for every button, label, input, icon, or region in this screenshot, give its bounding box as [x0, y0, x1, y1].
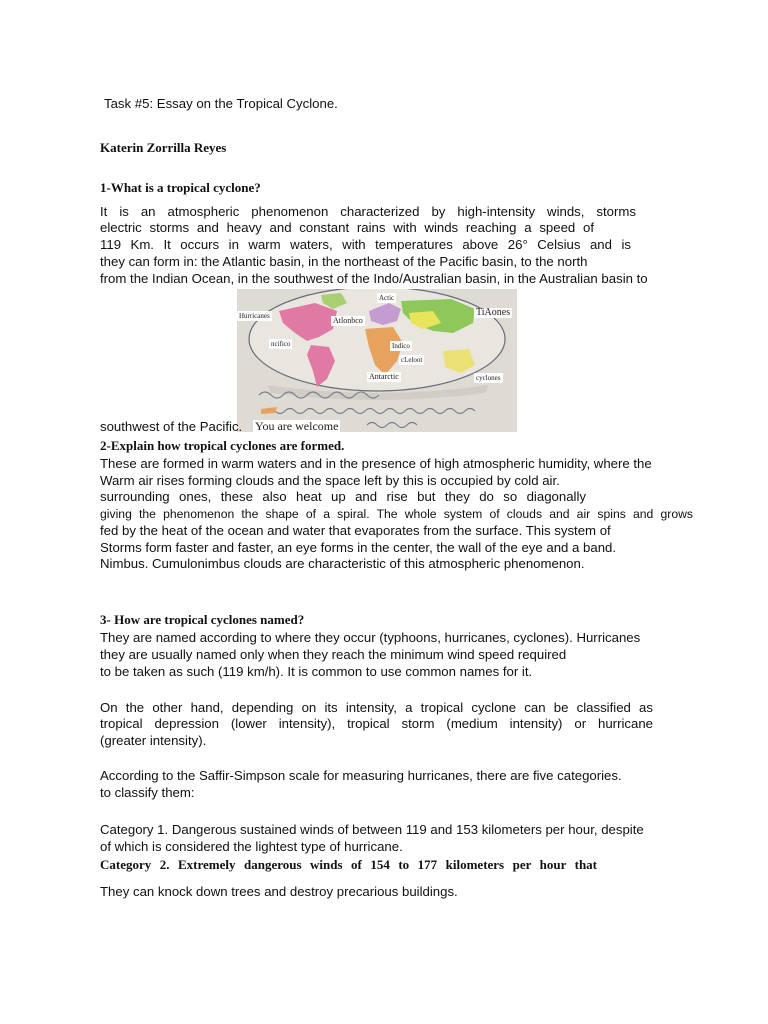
document-title: Task #5: Essay on the Tropical Cyclone. — [104, 96, 338, 111]
question-2-heading: 2-Explain how tropical cyclones are formed. — [100, 438, 345, 453]
q3-line: to be taken as such (119 km/h). It is common to use common names for it. — [100, 664, 533, 679]
category-1-line: of which is considered the lightest type of hurricane. — [100, 839, 403, 854]
question-3-heading: 3- How are tropical cyclones named? — [100, 612, 305, 627]
map-label-typhoons: TiAones — [476, 307, 511, 318]
q1-line: electric storms and heavy and constant rains with winds reaching a speed of — [100, 220, 594, 235]
map-label-tropic: cLeloot — [401, 356, 423, 364]
q3-line: On the other hand, depending on its intensity, a tropical cyclone can be classified as — [100, 700, 653, 715]
q2-line: Warm air rises forming clouds and the space left by this is occupied by cold air. — [100, 473, 560, 488]
category-2-heading: Category 2. Extremely dangerous winds of 154 to 177 kilometers per hour that — [100, 857, 597, 872]
q2-line: Nimbus. Cumulonimbus clouds are characteristic of this atmospheric phenomenon. — [100, 556, 585, 571]
category-2-text: They can knock down trees and destroy precarious buildings. — [100, 884, 458, 899]
q2-line: surrounding ones, these also heat up and rise but they do so diagonally — [100, 489, 586, 504]
q3-line: they are usually named only when they reach the minimum wind speed required — [100, 647, 567, 662]
map-caption: You are welcome — [255, 419, 339, 432]
map-label-arctic: Actic — [379, 294, 395, 302]
question-1-heading: 1-What is a tropical cyclone? — [100, 180, 261, 195]
map-label-cyclones: cyclones — [476, 374, 501, 382]
q3-line: tropical depression (lower intensity), tropical storm (medium intensity) or hurricane — [100, 716, 653, 731]
q3-line: They are named according to where they occur (typhoons, hurricanes, cyclones). Hurricanes — [100, 630, 641, 645]
q2-line: fed by the heat of the ocean and water that evaporates from the surface. This system of — [100, 523, 611, 538]
map-label-pacific: ncifico — [271, 340, 291, 348]
q2-line: Storms form faster and faster, an eye forms in the center, the wall of the eye and a band. — [100, 540, 617, 555]
world-map-image — [237, 289, 517, 432]
q1-line: they can form in: the Atlantic basin, in the northeast of the Pacific basin, to the north — [100, 254, 588, 269]
q1-line: 119 Km. It occurs in warm waters, with temperatures above 26° Celsius and is — [100, 237, 631, 252]
q3-line: to classify them: — [100, 785, 195, 800]
map-label-indian: Indico — [392, 342, 410, 350]
category-1-line: Category 1. Dangerous sustained winds of between 119 and 153 kilometers per hour, despite — [100, 822, 644, 837]
q2-line: These are formed in warm waters and in the presence of high atmospheric humidity, where the — [100, 456, 652, 471]
map-label-antarctic: Antarctic — [369, 372, 399, 381]
q1-line: It is an atmospheric phenomenon characterized by high-intensity winds, storms — [100, 204, 636, 219]
q2-line: giving the phenomenon the shape of a spiral. The whole system of clouds and air spins and grows — [100, 507, 693, 521]
map-label-hurricanes: Hurricanes — [239, 312, 270, 320]
q1-line: from the Indian Ocean, in the southwest of the Indo/Australian basin, in the Australian basin to — [100, 271, 648, 286]
q3-line: According to the Saffir-Simpson scale for measuring hurricanes, there are five categories. — [100, 768, 622, 783]
author-name: Katerin Zorrilla Reyes — [100, 140, 227, 155]
q1-last-line: southwest of the Pacific. — [100, 419, 243, 434]
q3-line: (greater intensity). — [100, 733, 207, 748]
map-label-atlantic: Atlonbco — [333, 316, 363, 325]
